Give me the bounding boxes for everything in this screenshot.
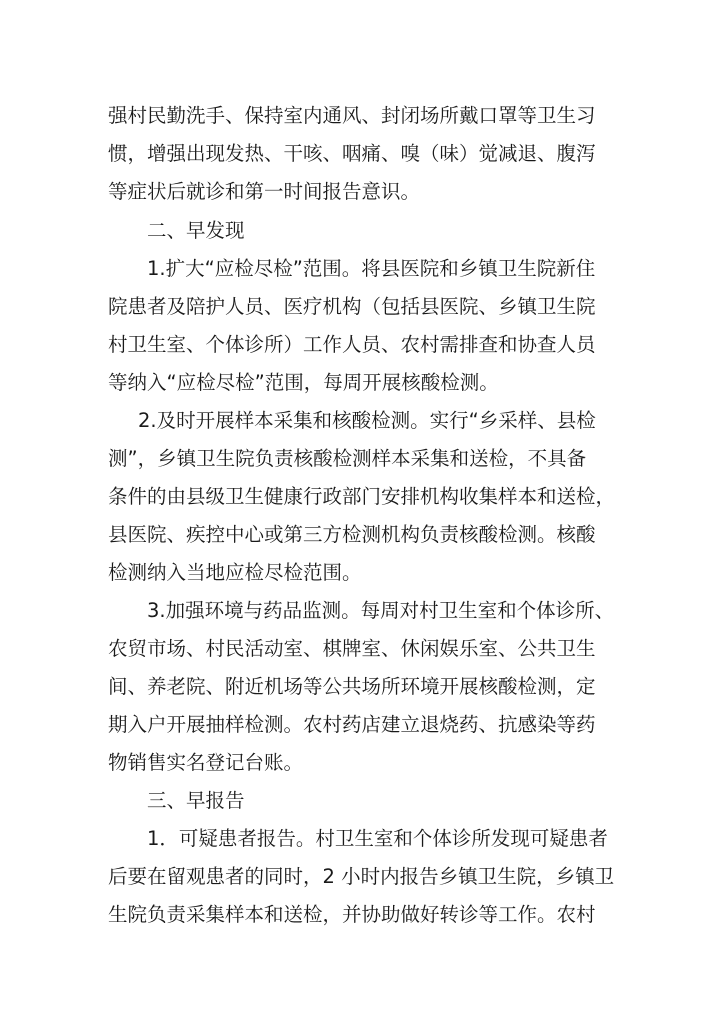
body-text-line: 县医院、疾控中心或第三方检测机构负责核酸检测。核酸 <box>108 523 596 546</box>
body-text-line: 强村民勤洗手、保持室内通风、封闭场所戴口罩等卫生习 <box>108 104 596 127</box>
body-text-line: 间、养老院、附近机场等公共场所环境开展核酸检测，定 <box>108 675 596 698</box>
body-text-line: 检测纳入当地应检尽检范围。 <box>108 561 362 584</box>
body-text-line: 村卫生室、个体诊所）工作人员、农村需排查和协查人员 <box>108 333 596 356</box>
body-text-line: 测”，乡镇卫生院负责核酸检测样本采集和送检，不具备 <box>108 447 587 470</box>
body-text-line: 等纳入“应检尽检”范围，每周开展核酸检测。 <box>108 371 499 394</box>
body-text-line: 等症状后就诊和第一时间报告意识。 <box>108 180 421 203</box>
section-heading: 三、早报告 <box>147 789 245 812</box>
body-text-line: 2.及时开展样本采集和核酸检测。实行“乡采样、县检 <box>138 409 596 432</box>
body-text-line: 院患者及陪护人员、医疗机构（包括县医院、乡镇卫生院 <box>108 295 596 318</box>
body-text-line: 1.扩大“应检尽检”范围。将县医院和乡镇卫生院新住 <box>147 257 596 280</box>
body-text-line: 生院负责采集样本和送检，并协助做好转诊等工作。农村 <box>108 903 596 926</box>
body-text-line: 条件的由县级卫生健康行政部门安排机构收集样本和送检， <box>108 485 616 508</box>
body-text-line: 期入户开展抽样检测。农村药店建立退烧药、抗感染等药 <box>108 713 596 736</box>
body-text-line: 1．可疑患者报告。村卫生室和个体诊所发现可疑患者 <box>147 827 608 850</box>
body-text-line: 3.加强环境与药品监测。每周对村卫生室和个体诊所、 <box>147 599 615 622</box>
body-text-line: 物销售实名登记台账。 <box>108 751 304 774</box>
body-text-line: 惯，增强出现发热、干咳、咽痛、嗅（味）觉减退、腹泻 <box>108 142 596 165</box>
section-heading: 二、早发现 <box>147 219 245 242</box>
body-text-line: 农贸市场、村民活动室、棋牌室、休闲娱乐室、公共卫生 <box>108 637 596 660</box>
body-text-line: 后要在留观患者的同时，2 小时内报告乡镇卫生院，乡镇卫 <box>108 865 615 888</box>
